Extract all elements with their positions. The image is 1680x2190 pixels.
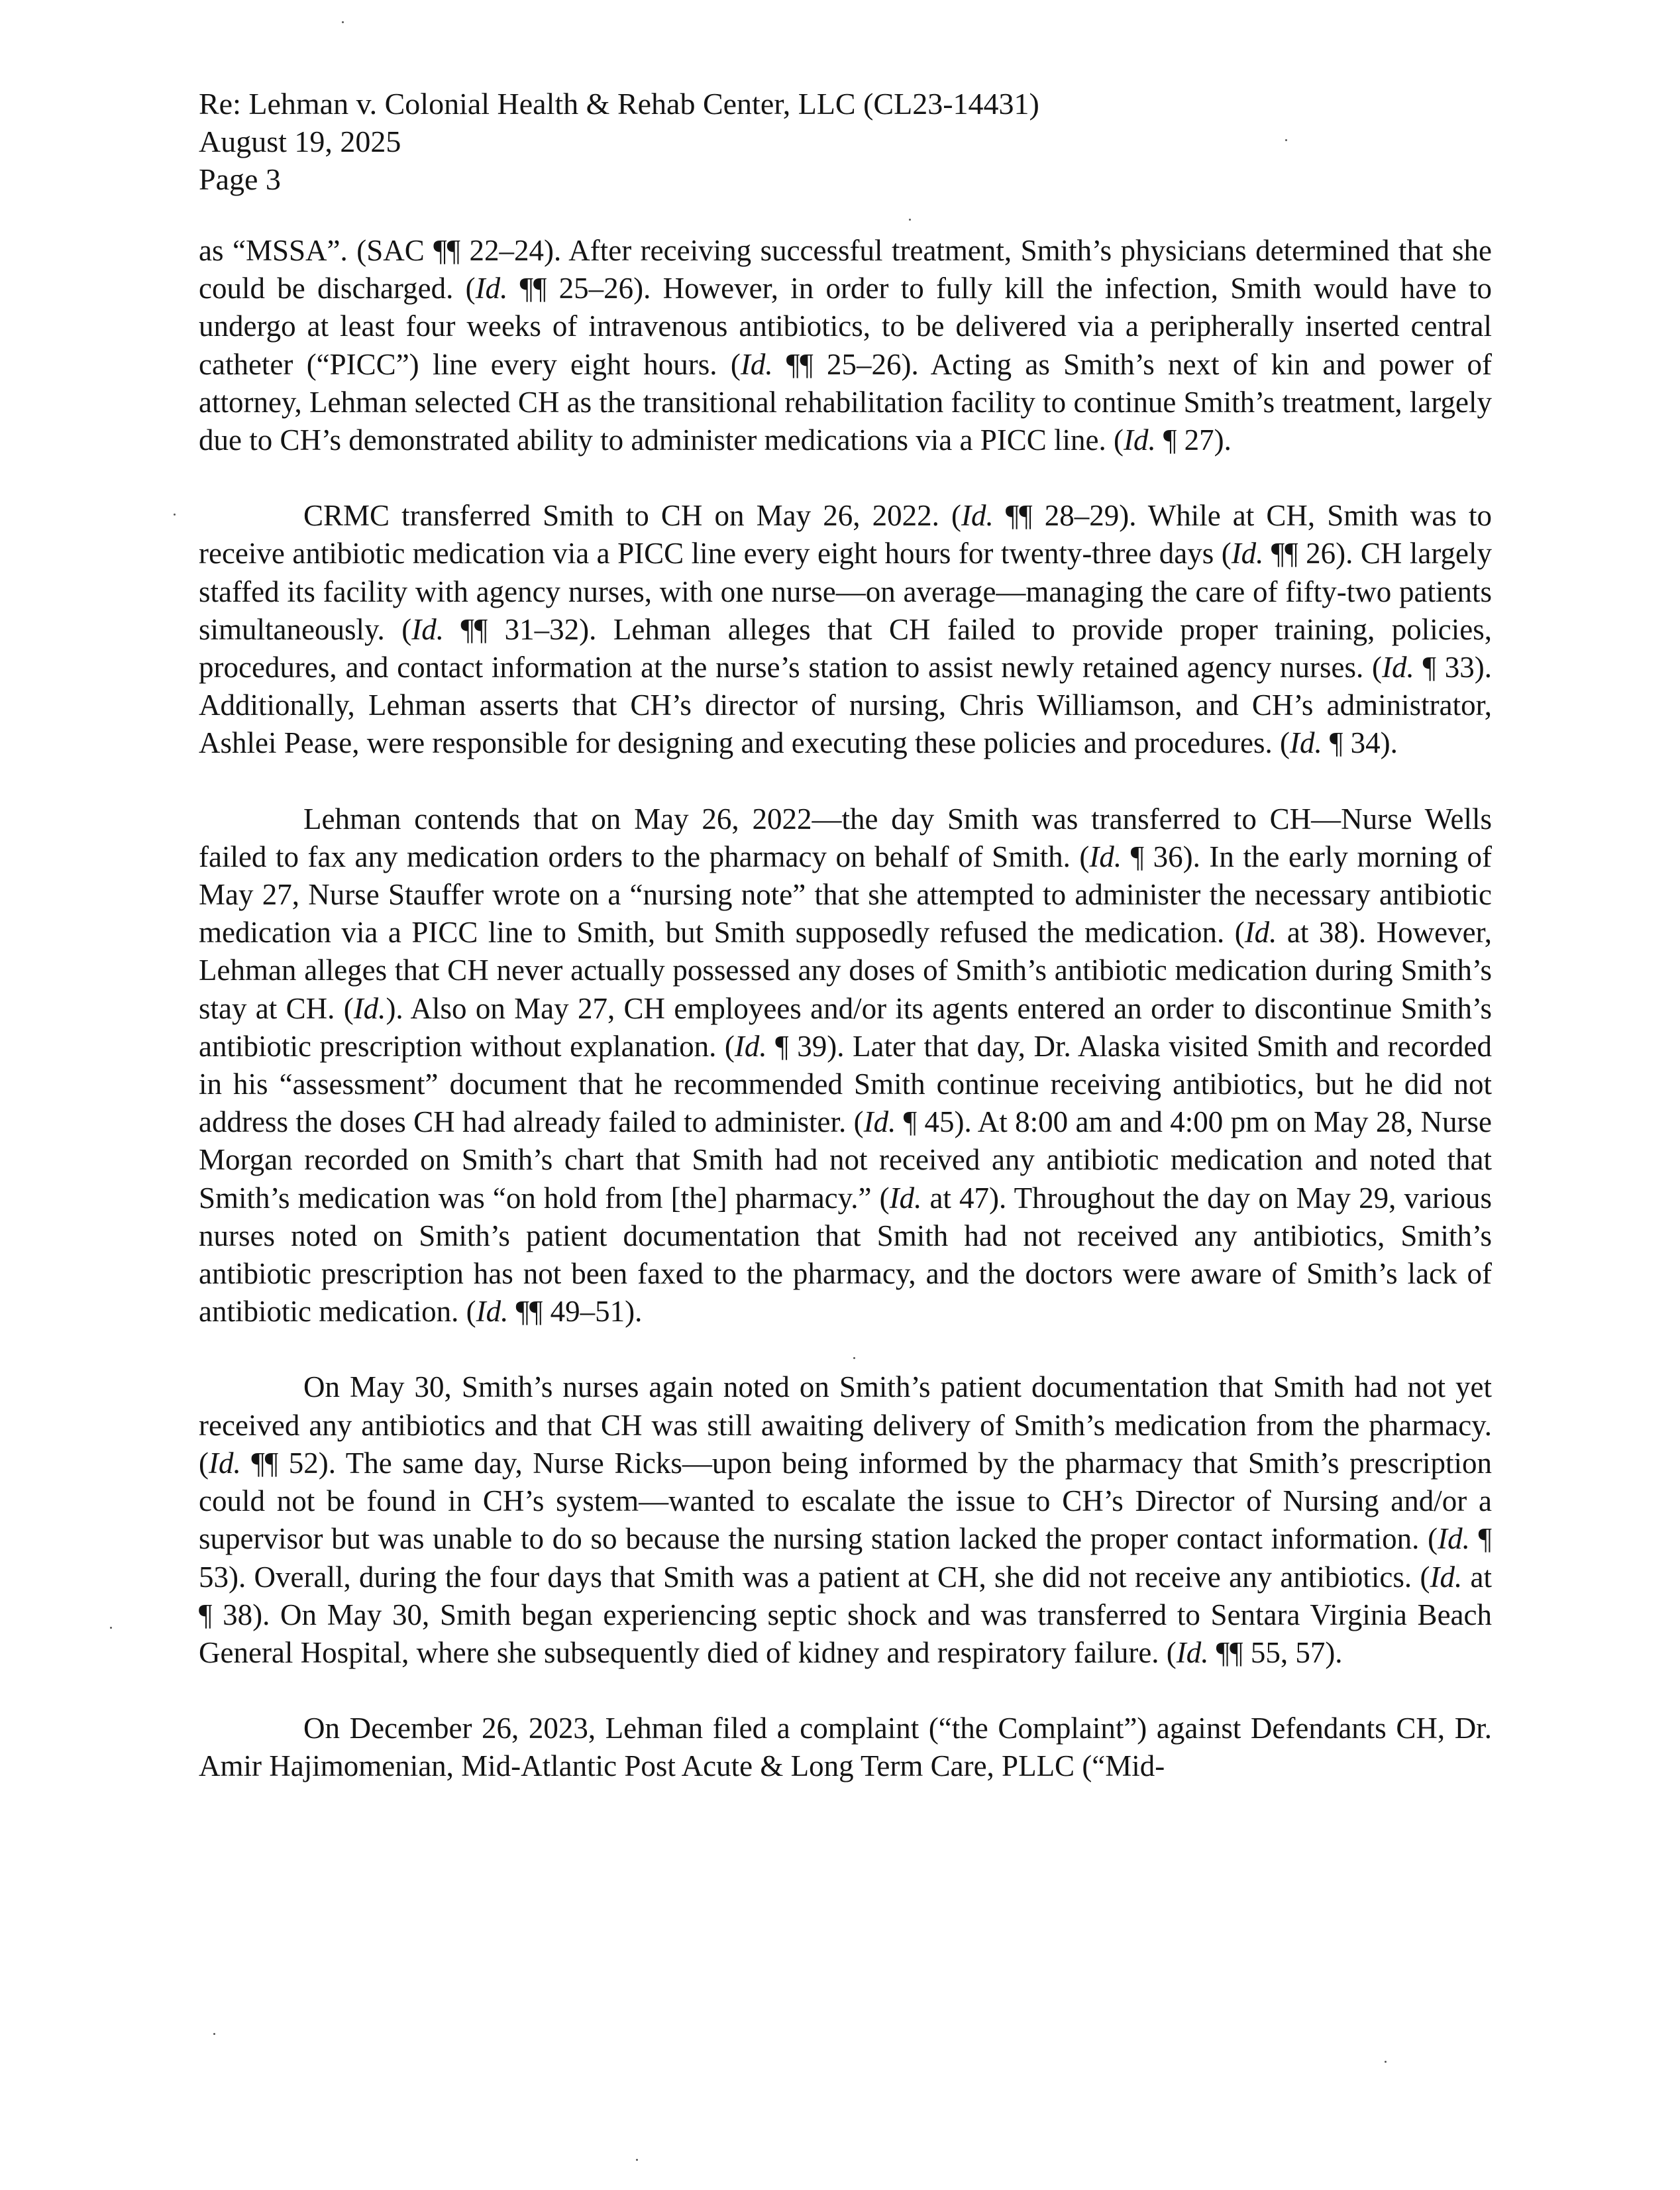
header-date: August 19, 2025 [199, 125, 401, 158]
scan-speck [1285, 139, 1287, 141]
letter-body [199, 232, 1492, 1786]
scan-speck [636, 2159, 638, 2161]
header-page-number: Page 3 [199, 162, 281, 196]
paragraph-background: as “MSSA”. (SAC ¶¶ 22–24). After receiving successful treatment, Smith’s physicians determined that she could be discharged. (Id. ¶¶ 25–26). However, in order to fully kill the infection, Smith would have to undergo at least four weeks of intravenous antibiotics, to be delivered via a peripherally inserted central catheter (“PICC”) line every eight hours. (Id. ¶¶ 25–26). Acting as Smith’s next of kin and power of attorney, Lehman selected CH as the transitional rehabilitation facility to continue Smith’s treatment, largely due to CH’s demonstrated ability to administer medications via a PICC line. (Id. ¶ 27). [199, 234, 1492, 457]
scan-speck [174, 514, 176, 516]
letter-header [199, 85, 1457, 198]
scan-speck [909, 219, 911, 221]
scan-speck [853, 1357, 855, 1359]
paragraph-medication-failures: Lehman contends that on May 26, 2022—the day Smith was transferred to CH—Nurse Wells failed to fax any medication orders to the pharmacy on behalf of Smith. (Id. ¶ 36). In the early morning of May 27, Nurse Stauffer wrote on a “nursing note” that she attempted to administer the necessary antibiotic medication via a PICC line to Smith, but Smith supposedly refused the medication. (Id. at 38). However, Lehman alleges that CH never actually possessed any doses of Smith’s antibiotic medication during Smith’s stay at CH. (Id.). Also on May 27, CH employees and/or its agents entered an order to discontinue Smith’s antibiotic prescription without explanation. (Id. ¶ 39). Later that day, Dr. Alaska visited Smith and recorded in his “assessment” document that he recommended Smith continue receiving antibiotics, but he did not address the doses CH had already failed to administer. (Id. ¶ 45). At 8:00 am and 4:00 pm on May 28, Nurse Morgan recorded on Smith’s chart that Smith had not received any antibiotic medication and noted that Smith’s medication was “on hold from [the] pharmacy.” (Id. at 47). Throughout the day on May 29, various nurses noted on Smith’s patient documentation that Smith had not received any antibiotics, Smith’s antibiotic prescription has not been faxed to the pharmacy, and the doctors were aware of Smith’s lack of antibiotic medication. (Id. ¶¶ 49–51). [199, 802, 1493, 1329]
paragraph-transfer: CRMC transferred Smith to CH on May 26, 2022. (Id. ¶¶ 28–29). While at CH, Smith was to receive antibiotic medication via a PICC line every eight hours for twenty-three days (Id. ¶¶ 26). CH largely staffed its facility with agency nurses, with one nurse—on average—managing the care of fifty-two patients simultaneously. (Id. ¶¶ 31–32). Lehman alleges that CH failed to provide proper training, policies, procedures, and contact information at the nurse’s station to assist newly retained agency nurses. (Id. ¶ 33). Additionally, Lehman asserts that CH’s director of nursing, Chris Williamson, and CH’s administrator, Ashlei Pease, were responsible for designing and executing these policies and procedures. (Id. ¶ 34). [199, 499, 1493, 760]
scan-speck [1385, 2061, 1387, 2063]
scan-speck [110, 1627, 112, 1629]
paragraph-septic-shock: On May 30, Smith’s nurses again noted on Smith’s patient documentation that Smith had not yet received any antibiotics and that CH was still awaiting delivery of Smith’s medication from the pharmacy. (Id. ¶¶ 52). The same day, Nurse Ricks—upon being informed by the pharmacy that Smith’s prescription could not be found in CH’s system—wanted to escalate the issue to CH’s Director of Nursing and/or a supervisor but was unable to do so because the nursing station lacked the proper contact information. (Id. ¶ 53). Overall, during the four days that Smith was a patient at CH, she did not receive any antibiotics. (Id. at ¶ 38). On May 30, Smith began experiencing septic shock and was transferred to Sentara Virginia Beach General Hospital, where she subsequently died of kidney and respiratory failure. (Id. ¶¶ 55, 57). [199, 1370, 1493, 1669]
scan-speck [213, 2033, 215, 2035]
scan-speck [342, 21, 344, 23]
header-case-reference: Re: Lehman v. Colonial Health & Rehab Center, LLC (CL23-14431) [199, 87, 1039, 121]
paragraph-complaint-filed: On December 26, 2023, Lehman filed a complaint (“the Complaint”) against Defendants CH, Dr. Amir Hajimomenian, Mid-Atlantic Post Acute & Long Term Care, PLLC (“Mid- [199, 1712, 1492, 1783]
